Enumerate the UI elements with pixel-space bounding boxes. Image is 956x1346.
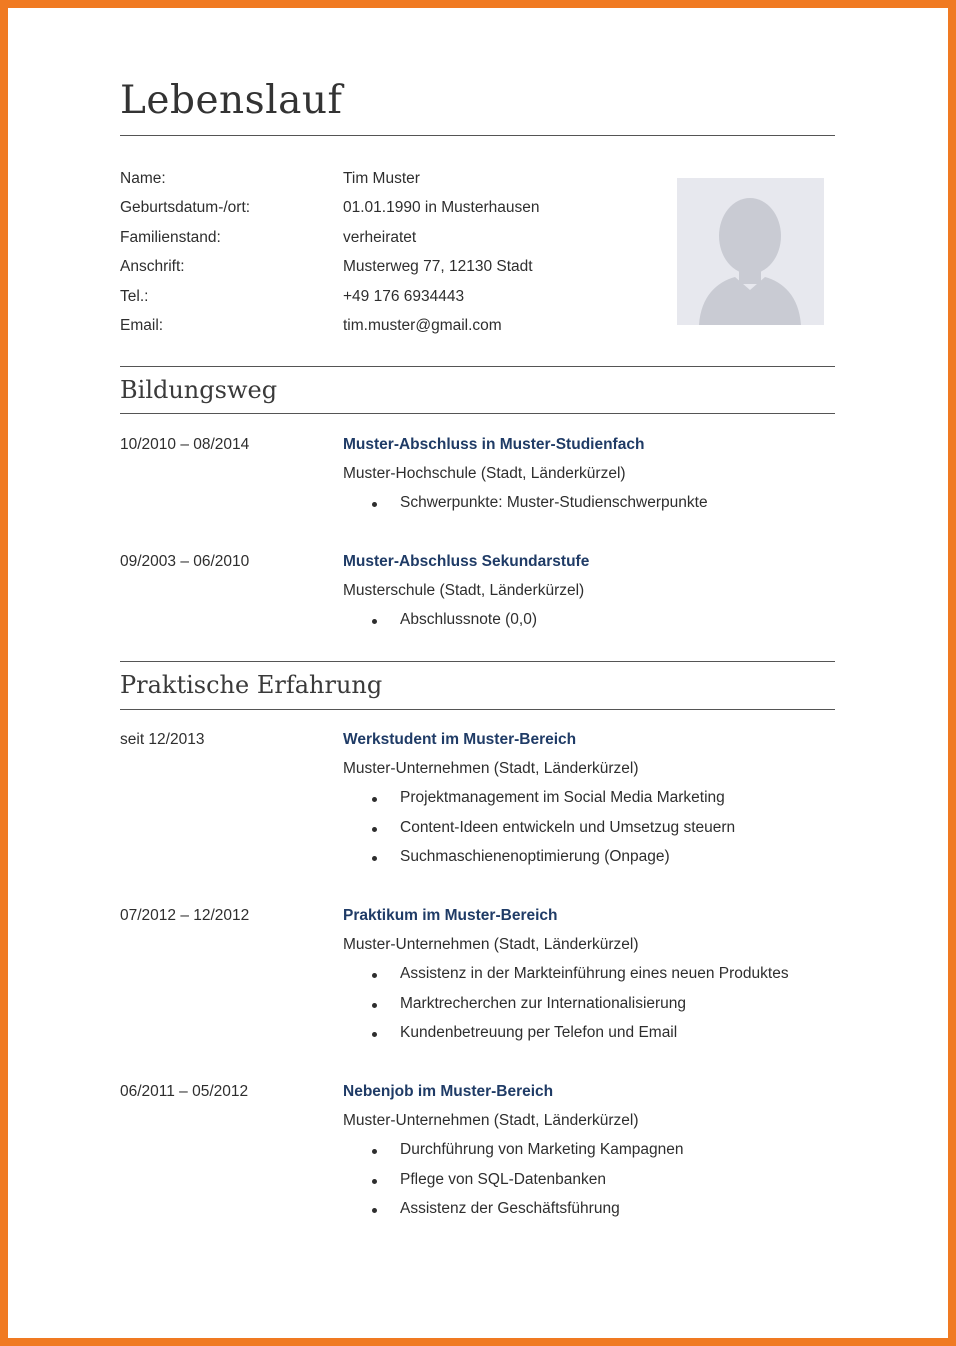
value-birth: 01.01.1990 in Musterhausen — [343, 199, 540, 216]
entry-heading: Praktikum im Muster-Bereich — [343, 907, 558, 924]
bullet-item: Durchführung von Marketing Kampagnen — [400, 1141, 684, 1158]
bullet-item: Assistenz in der Markteinführung eines neuen Produktes — [400, 965, 789, 982]
label-phone: Tel.: — [120, 288, 149, 305]
entry-heading: Nebenjob im Muster-Bereich — [343, 1083, 554, 1100]
bullet-item: Marktrecherchen zur Internationalisierung — [400, 995, 687, 1012]
entry-institution: Muster-Unternehmen (Stadt, Länderkürzel) — [343, 1112, 639, 1129]
bullet-item: Assistenz der Geschäftsführung — [400, 1200, 620, 1217]
education-divider-top — [120, 366, 835, 367]
entry-heading: Muster-Abschluss in Muster-Studienfach — [343, 436, 645, 453]
label-email: Email: — [120, 317, 164, 334]
title-divider — [120, 135, 835, 136]
value-phone: +49 176 6934443 — [343, 288, 465, 305]
page-title: Lebenslauf — [120, 78, 343, 123]
value-marital: verheiratet — [343, 229, 417, 246]
bullet-icon — [372, 1208, 377, 1213]
label-name: Name: — [120, 170, 166, 187]
bullet-item: Abschlussnote (0,0) — [400, 611, 537, 628]
value-name: Tim Muster — [343, 170, 420, 187]
bullet-icon — [372, 827, 377, 832]
section-title-experience: Praktische Erfahrung — [120, 671, 383, 699]
experience-divider-bottom — [120, 709, 835, 710]
label-address: Anschrift: — [120, 258, 185, 275]
bullet-icon — [372, 1032, 377, 1037]
person-silhouette-icon — [677, 178, 824, 325]
bullet-item: Pflege von SQL-Datenbanken — [400, 1171, 606, 1188]
bullet-item: Kundenbetreuung per Telefon und Email — [400, 1024, 678, 1041]
experience-divider-top — [120, 661, 835, 662]
profile-photo — [677, 178, 824, 325]
label-marital: Familienstand: — [120, 229, 221, 246]
bullet-icon — [372, 797, 377, 802]
label-birth: Geburtsdatum-/ort: — [120, 199, 251, 216]
bullet-icon — [372, 973, 377, 978]
entry-period: 06/2011 – 05/2012 — [120, 1083, 249, 1100]
entry-period: seit 12/2013 — [120, 731, 205, 748]
bullet-icon — [372, 1003, 377, 1008]
entry-period: 10/2010 – 08/2014 — [120, 436, 250, 453]
entry-institution: Musterschule (Stadt, Länderkürzel) — [343, 582, 585, 599]
bullet-icon — [372, 502, 377, 507]
bullet-item: Suchmaschienenoptimierung (Onpage) — [400, 848, 670, 865]
entry-institution: Muster-Hochschule (Stadt, Länderkürzel) — [343, 465, 626, 482]
bullet-item: Projektmanagement im Social Media Marketing — [400, 789, 725, 806]
bullet-icon — [372, 1179, 377, 1184]
entry-period: 07/2012 – 12/2012 — [120, 907, 250, 924]
value-email: tim.muster@gmail.com — [343, 317, 502, 334]
education-divider-bottom — [120, 413, 835, 414]
section-title-education: Bildungsweg — [120, 376, 278, 404]
entry-heading: Muster-Abschluss Sekundarstufe — [343, 553, 590, 570]
bullet-icon — [372, 856, 377, 861]
entry-period: 09/2003 – 06/2010 — [120, 553, 250, 570]
value-address: Musterweg 77, 12130 Stadt — [343, 258, 533, 275]
entry-institution: Muster-Unternehmen (Stadt, Länderkürzel) — [343, 760, 639, 777]
entry-institution: Muster-Unternehmen (Stadt, Länderkürzel) — [343, 936, 639, 953]
entry-heading: Werkstudent im Muster-Bereich — [343, 731, 577, 748]
bullet-item: Content-Ideen entwickeln und Umsetzug steuern — [400, 819, 736, 836]
bullet-icon — [372, 1149, 377, 1154]
bullet-icon — [372, 619, 377, 624]
bullet-item: Schwerpunkte: Muster-Studienschwerpunkte — [400, 494, 708, 511]
